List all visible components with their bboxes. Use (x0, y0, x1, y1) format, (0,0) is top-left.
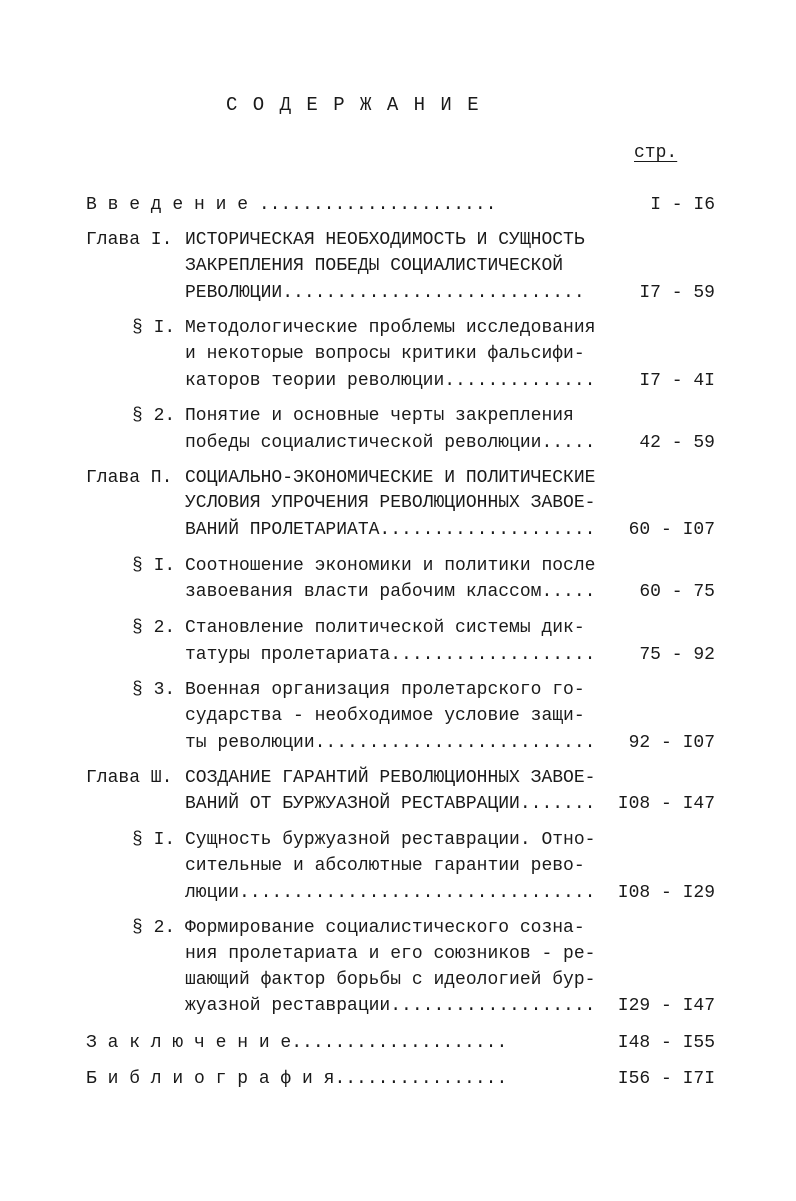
section-label: § 3. (132, 680, 176, 700)
page-range: 92 - I07 (628, 733, 715, 753)
entry-title-line: Соотношение экономики и политики после (185, 556, 596, 576)
chapter-label: Глава I. (86, 230, 173, 250)
chapter-label: Глава Ш. (86, 768, 173, 788)
entry-title-line: ИСТОРИЧЕСКАЯ НЕОБХОДИМОСТЬ И СУЩНОСТЬ (185, 230, 585, 250)
page-range: I08 - I29 (617, 883, 715, 903)
entry-title-line: жуазной реставрации................... (185, 996, 596, 1016)
section-label: § I. (132, 318, 176, 338)
entry-title-line: ВАНИЙ ПРОЛЕТАРИАТА.................... (185, 520, 596, 540)
entry-title-line: Методологические проблемы исследования (185, 318, 596, 338)
page-range: I48 - I55 (617, 1033, 715, 1053)
entry-title-line: РЕВОЛЮЦИИ............................ (185, 283, 585, 303)
entry-title-line: каторов теории революции.............. (185, 371, 596, 391)
entry-title-line: Формирование социалистического созна- (185, 918, 585, 938)
entry-title-line: ния пролетариата и его союзников - ре- (185, 944, 596, 964)
entry-title-line: Б и б л и о г р а ф и я................ (86, 1069, 508, 1089)
chapter-label: Глава П. (86, 468, 173, 488)
entry-title-line: УСЛОВИЯ УПРОЧЕНИЯ РЕВОЛЮЦИОННЫХ ЗАВОЕ- (185, 493, 596, 513)
entry-title-line: и некоторые вопросы критики фальсифи- (185, 344, 585, 364)
page-range: I7 - 4I (639, 371, 715, 391)
entry-title-line: ЗАКРЕПЛЕНИЯ ПОБЕДЫ СОЦИАЛИСТИЧЕСКОЙ (185, 256, 564, 276)
entry-title-line: СОЦИАЛЬНО-ЭКОНОМИЧЕСКИЕ И ПОЛИТИЧЕСКИЕ (185, 468, 596, 488)
entry-title-line: Военная организация пролетарского го- (185, 680, 585, 700)
entry-title-line: сударства - необходимое условие защи- (185, 706, 585, 726)
entry-title-line: люции................................. (185, 883, 596, 903)
entry-title-line: Понятие и основные черты закрепления (185, 406, 574, 426)
page-range: 42 - 59 (639, 433, 715, 453)
section-label: § I. (132, 830, 176, 850)
entry-title-line: З а к л ю ч е н и е.................... (86, 1033, 508, 1053)
page-column-header: стр. (634, 143, 678, 163)
entry-title-line: победы социалистической революции..... (185, 433, 596, 453)
section-label: § 2. (132, 618, 176, 638)
page-range: I - I6 (650, 195, 715, 215)
entry-title-line: ты революции.......................... (185, 733, 596, 753)
entry-title-line: Сущность буржуазной реставрации. Отно- (185, 830, 596, 850)
page-range: 75 - 92 (639, 645, 715, 665)
section-label: § 2. (132, 406, 176, 426)
entry-title-line: завоевания власти рабочим классом..... (185, 582, 596, 602)
entry-title-line: шающий фактор борьбы с идеологией бур- (185, 970, 596, 990)
page-range: I56 - I7I (617, 1069, 715, 1089)
page-range: 60 - 75 (639, 582, 715, 602)
entry-title-line: В в е д е н и е ...................... (86, 195, 497, 215)
page-range: I08 - I47 (617, 794, 715, 814)
page-title: С О Д Е Р Ж А Н И Е (226, 94, 481, 116)
section-label: § I. (132, 556, 176, 576)
entry-title-line: сительные и абсолютные гарантии рево- (185, 856, 585, 876)
entry-title-line: СОЗДАНИЕ ГАРАНТИЙ РЕВОЛЮЦИОННЫХ ЗАВОЕ- (185, 768, 596, 788)
page-range: I7 - 59 (639, 283, 715, 303)
entry-title-line: татуры пролетариата................... (185, 645, 596, 665)
section-label: § 2. (132, 918, 176, 938)
entry-title-line: Становление политической системы дик- (185, 618, 585, 638)
page-range: 60 - I07 (628, 520, 715, 540)
page-range: I29 - I47 (617, 996, 715, 1016)
entry-title-line: ВАНИЙ ОТ БУРЖУАЗНОЙ РЕСТАВРАЦИИ....... (185, 794, 596, 814)
